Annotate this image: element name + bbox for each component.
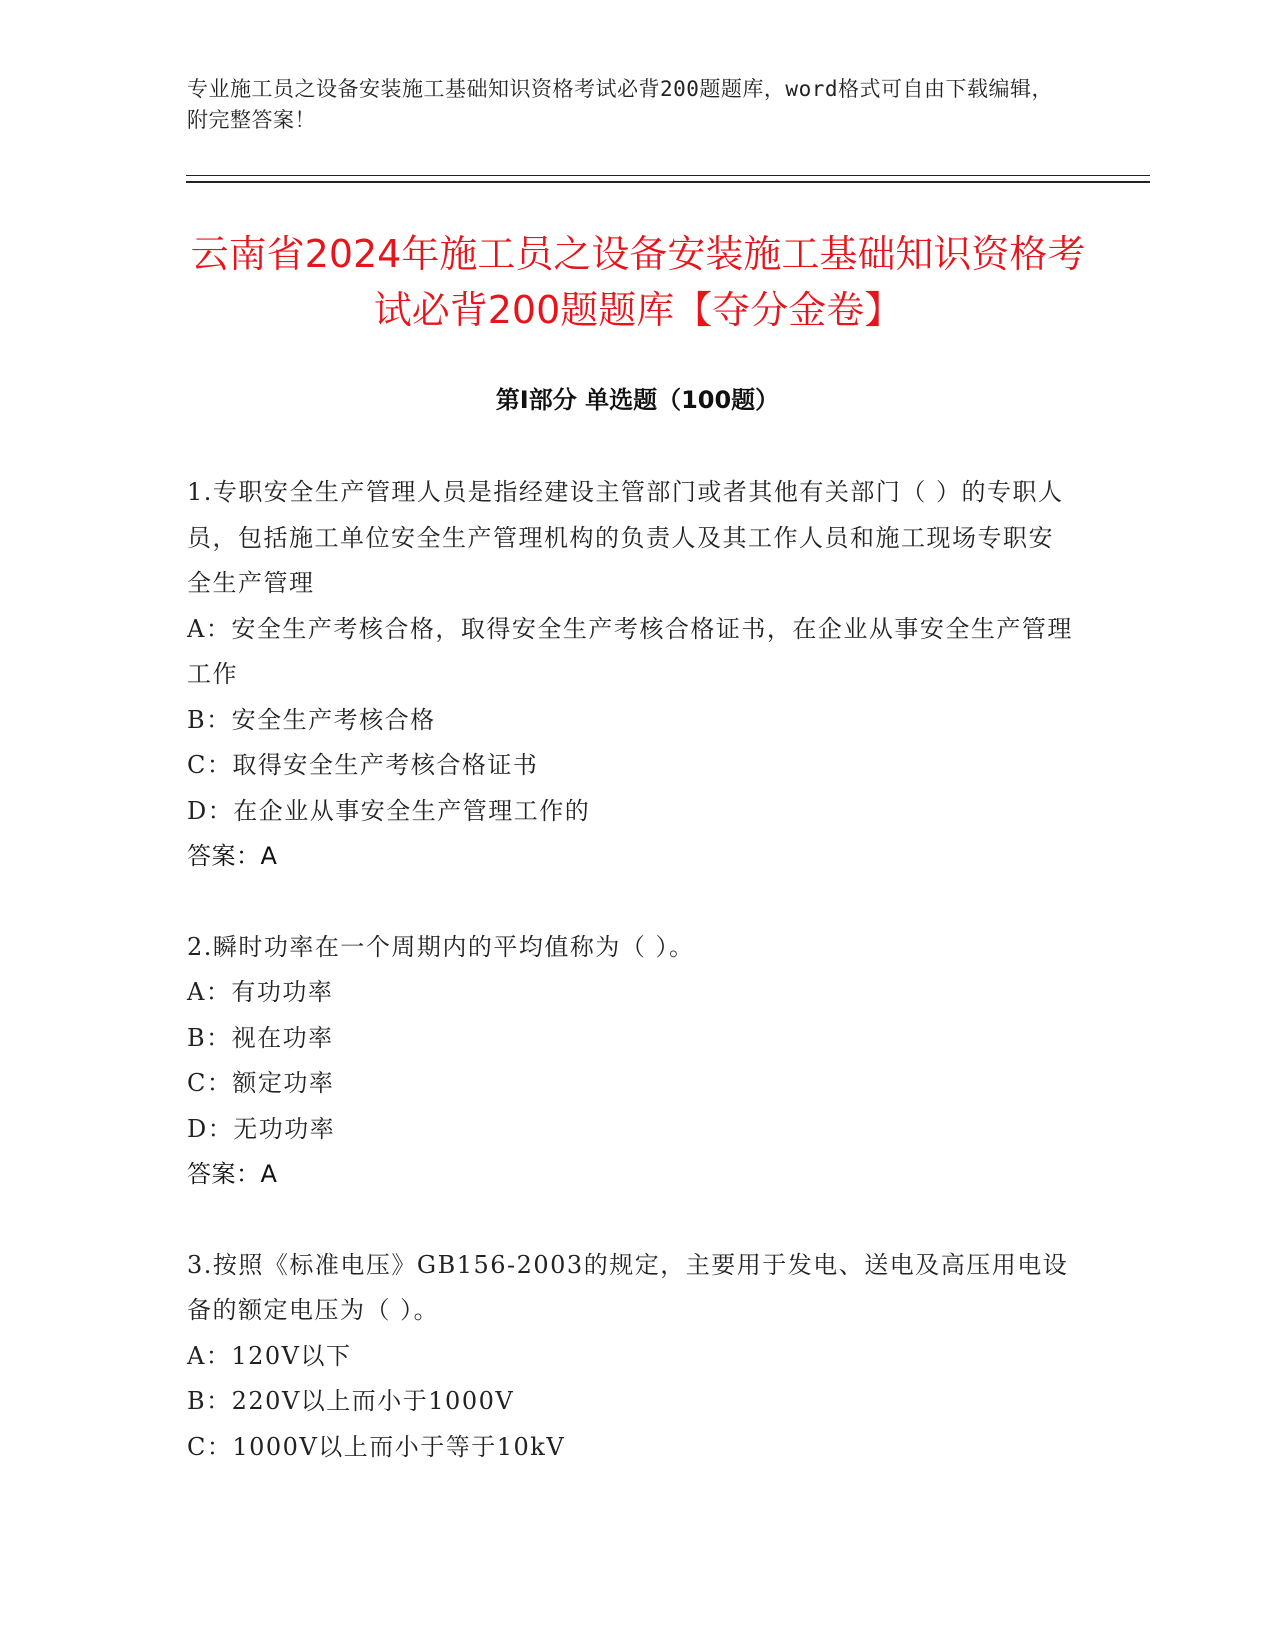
- question-stem: 1.专职安全生产管理人员是指经建设主管部门或者其他有关部门（ ）的专职人员，包括施工单位安全生产管理机构的负责人及其工作人员和施工现场专职安全生产管理: [187, 478, 1064, 597]
- question-stem: 3.按照《标准电压》GB156-2003的规定，主要用于发电、送电及高压用电设备的额定电压为（ ）。: [187, 1250, 1069, 1324]
- option-a: A：有功功率: [187, 978, 334, 1006]
- header-divider-thin: [186, 175, 1150, 176]
- option-a: A：120V以下: [187, 1341, 352, 1370]
- question-stem: 2.瞬时功率在一个周期内的平均值称为（ ）。: [187, 932, 695, 961]
- question-list: [187, 470, 1077, 1515]
- option-c: C：1000V以上而小于等于10kV: [187, 1432, 566, 1461]
- option-d: D：无功功率: [187, 1114, 336, 1143]
- option-b: B：220V以上而小于1000V: [187, 1387, 515, 1415]
- section-heading: 第Ⅰ部分 单选题（100题）: [495, 386, 780, 414]
- header-divider-thick: [186, 181, 1150, 183]
- answer-line: 答案：A: [187, 842, 278, 870]
- option-b: B：视在功率: [187, 1023, 334, 1052]
- document-title: 云南省2024年施工员之设备安装施工基础知识资格考试必背200题题库【夺分金卷】: [190, 232, 1086, 332]
- question-3: [187, 1243, 1077, 1471]
- question-2: [187, 925, 1077, 1198]
- option-d: D：在企业从事安全生产管理工作的: [187, 796, 591, 825]
- header-note: 专业施工员之设备安装施工基础知识资格考试必背200题题库，word格式可自由下载编辑，附完整答案！: [187, 77, 1053, 132]
- option-c: C：额定功率: [187, 1069, 335, 1097]
- question-1: [187, 470, 1077, 880]
- option-b: B：安全生产考核合格: [187, 705, 436, 734]
- option-a: A：安全生产考核合格，取得安全生产考核合格证书，在企业从事安全生产管理工作: [187, 614, 1073, 688]
- option-c: C：取得安全生产考核合格证书: [187, 751, 539, 779]
- answer-line: 答案：A: [187, 1160, 278, 1188]
